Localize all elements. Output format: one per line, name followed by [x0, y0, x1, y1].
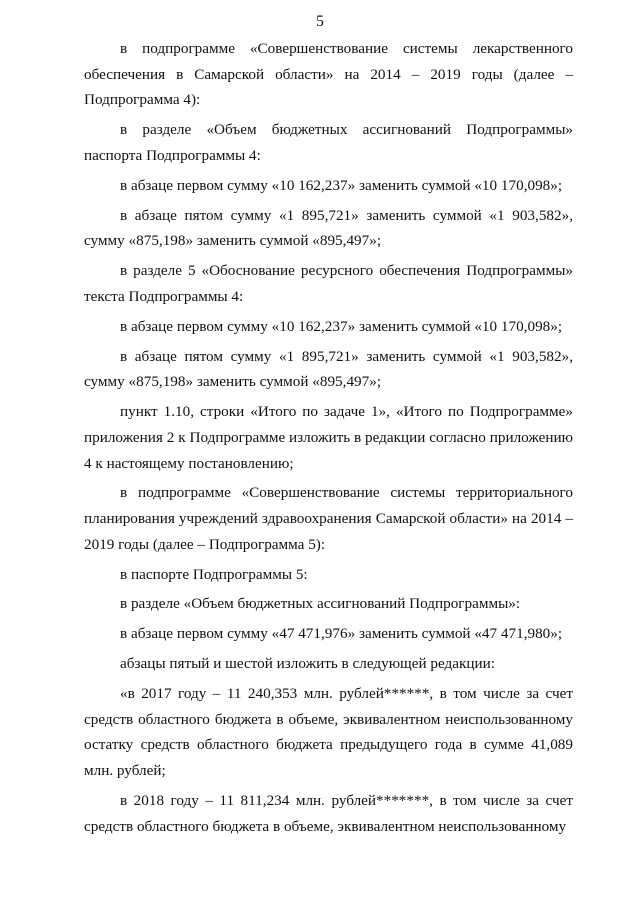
paragraph-fifth-abzac-sum-2: в абзаце пятом сумму «1 895,721» заменить суммой «1 903,582», сумму «875,198» заменить суммой «895,497»;: [84, 347, 573, 391]
paragraph-item-1-10: пункт 1.10, строки «Итого по задаче 1», «Итого по Подпрограмме» приложения 2 к Подпрограмме изложить в редакции согласно приложению 4 к настоящему постановлению;: [84, 403, 573, 472]
paragraph-subprogram-5-intro: в подпрограмме «Совершенствование системы территориального планирования учреждений здравоохранения Самарской области» на 2014 – 2019 годы (далее – Подпрограмма 5):: [84, 484, 573, 553]
paragraph-2017-year: «в 2017 году – 11 240,353 млн. рублей******, в том числе за счет средств областного бюджета в объеме, эквивалентном неиспользованному остатку средств областного бюджета предыдущего года в сумме 41,089 млн. рублей;: [84, 685, 573, 780]
document-body: [84, 36, 573, 844]
paragraph-budget-section: в разделе «Объем бюджетных ассигнований Подпрограммы»:: [120, 595, 521, 613]
paragraph-2018-year: в 2018 году – 11 811,234 млн. рублей*******, в том числе за счет средств областного бюджета в объеме, эквивалентном неиспользованному: [84, 791, 573, 835]
paragraph-subprogram-4-intro: в подпрограмме «Совершенствование системы лекарственного обеспечения в Самарской области» на 2014 – 2019 годы (далее – Подпрограмма 4):: [84, 40, 573, 109]
paragraph-first-abzac-sum-2: в абзаце первом сумму «10 162,237» заменить суммой «10 170,098»;: [120, 317, 563, 335]
paragraph-first-abzac-sum-3: в абзаце первом сумму «47 471,976» заменить суммой «47 471,980»;: [120, 625, 563, 643]
paragraph-passport-5: в паспорте Подпрограммы 5:: [120, 565, 308, 583]
page-number: 5: [316, 13, 324, 30]
paragraph-abzacs-5-6: абзацы пятый и шестой изложить в следующей редакции:: [120, 655, 495, 673]
paragraph-passport-section: в разделе «Объем бюджетных ассигнований Подпрограммы» паспорта Подпрограммы 4:: [84, 121, 573, 164]
paragraph-first-abzac-sum: в абзаце первом сумму «10 162,237» заменить суммой «10 170,098»;: [120, 176, 563, 194]
paragraph-fifth-abzac-sum: в абзаце пятом сумму «1 895,721» заменить суммой «1 903,582», сумму «875,198» заменить суммой «895,497»;: [84, 206, 573, 250]
paragraph-section-5: в разделе 5 «Обоснование ресурсного обеспечения Подпрограммы» текста Подпрограммы 4:: [84, 262, 573, 305]
